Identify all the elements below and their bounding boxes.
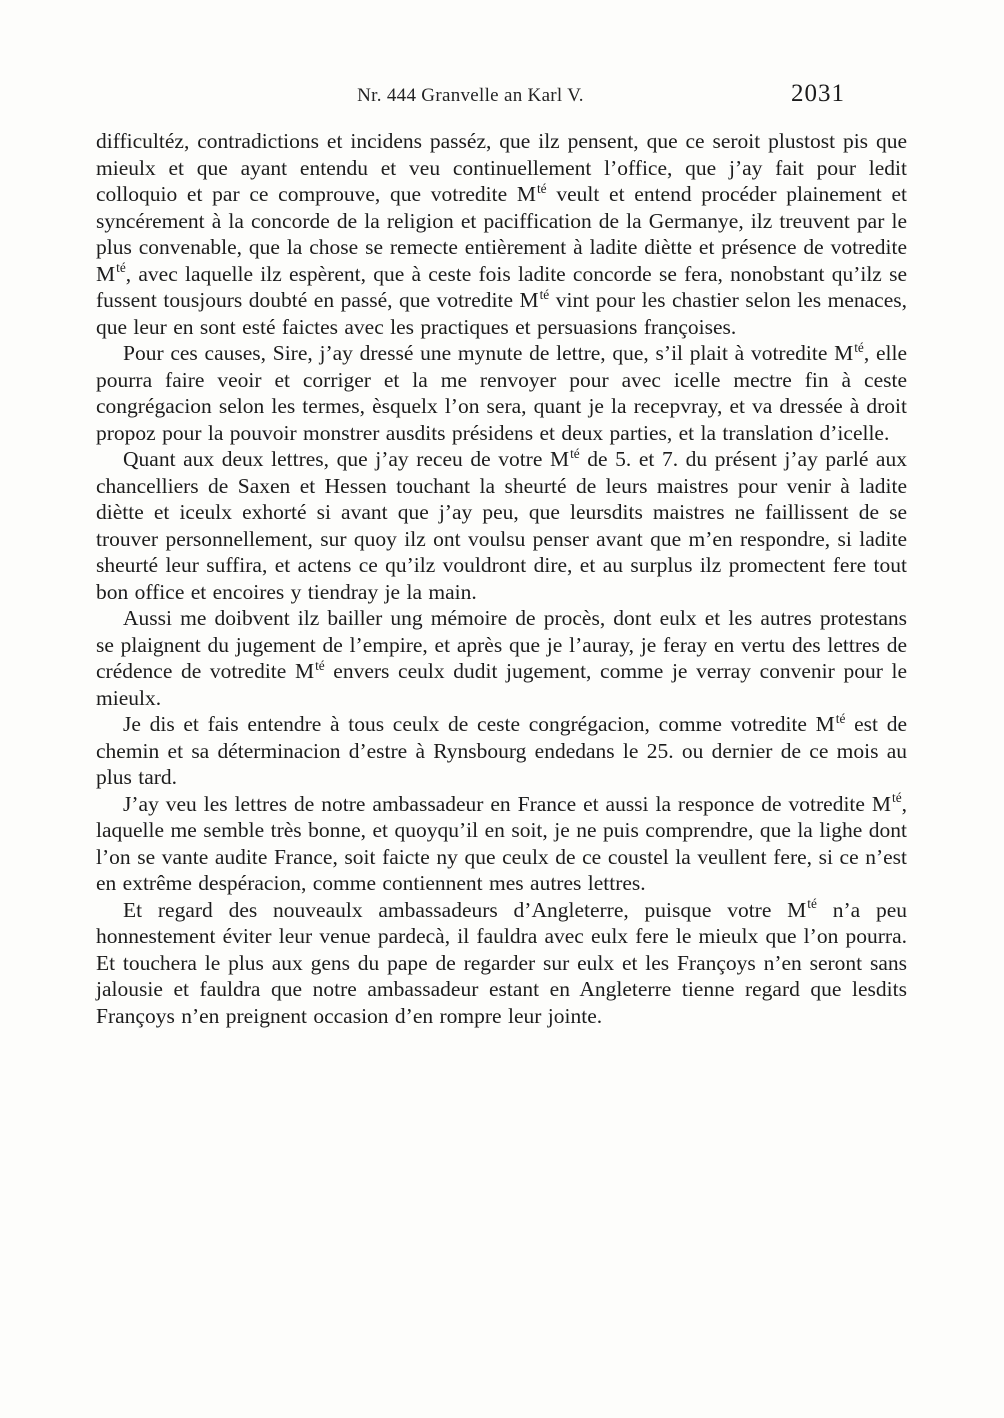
paragraph: Aussi me doibvent ilz bailler ung mémoire de procès, dont eulx et les autres protestans se plaignent du jugement de l’empire, et après que je l’auray, je feray en vertu des lettres de crédence de votredite $M^{té}$ envers ceulx dudit jugement, comme je verray convenir pour le mieulx. — [96, 606, 907, 710]
superscript-abbreviation: té — [854, 339, 864, 355]
superscript-abbreviation: té — [892, 790, 902, 806]
running-title: Nr. 444 Granvelle an Karl V. — [357, 85, 584, 106]
page-body — [96, 128, 907, 1029]
superscript-abbreviation: té — [539, 286, 550, 302]
superscript-abbreviation: té — [315, 657, 325, 673]
paragraph: Quant aux deux lettres, que j’ay receu de votre $M^{té}$ de 5. et 7. du présent j’ay parlé aux chancelliers de Saxen et Hessen touchant la sheurté de leurs maistres pour venir à ladite diètte et iceulx exhorté si avant que j’ay peu, que leursdits maistres ne faillissent de se trouver personnellement, sur quoy ilz ont voulsu penser avant que m’en respondre, si ladite sheurté leur suffira, et actens ce qu’ilz vouldront dire, et au surplus ilz promectent fere tout bon office et encoires y tiendray je la main. — [96, 445, 907, 604]
paragraph: Et regard des nouveaulx ambassadeurs d’Angleterre, puisque votre $M^{té}$ n’a peu honnestement éviter leur venue pardecà, il fauldra avec eulx fere le mieulx que l’on pourra. Et touchera le plus aux gens du pape de regarder sur eulx et les Françoys n’en seront sans jalousie et fauldra que notre ambassadeur estant en Angleterre tienne regard que lesdits Françoys n’en preignent occasion d’en rompre leur jointe. — [96, 896, 907, 1028]
superscript-abbreviation: té — [536, 180, 547, 196]
superscript-abbreviation: té — [570, 445, 580, 461]
paragraph: difficultéz, contradictions et incidens passéz, que ilz pensent, que ce seroit plustost pis que mieulx et que ayant entendu et veu continuellement l’office, que j’ay fait pour ledit colloquio et par ce comprouve, que votredite $M^{té}$ veult et entend procéder plainement et syncérement à la concorde de la religion et paciffication de la Germanye, ilz treuvent par le plus convenable, que la chose se remecte entièrement à ladite diètte et présence de votredite $M^{té}$, avec laquelle ilz espèrent, que à ceste fois ladite concorde se fera, nonobstant qu’ilz se fussent tousjours doubté en passé, que votredite $M^{té}$ vint pour les chastier selon les menaces, que leur en sont esté faictes avec les practiques et persuasions françoises. — [96, 129, 908, 339]
paragraph: Pour ces causes, Sire, j’ay dressé une mynute de lettre, que, s’il plait à votredite $M^{té}$, elle pourra faire veoir et corriger et la me renvoyer pour avec icelle mectre fin à ceste congrégacion selon les termes, èsquelx l’on sera, quant je la recepvray, et va dressée à droit propoz pour la pouvoir monstrer ausdits présidens et deux parties, et la translation d’icelle. — [96, 339, 907, 445]
superscript-abbreviation: té — [116, 260, 126, 276]
superscript-abbreviation: té — [835, 710, 846, 726]
superscript-abbreviation: té — [807, 896, 817, 912]
paragraph: J’ay veu les lettres de notre ambassadeur en France et aussi la responce de votredite $M^{té}$, laquelle me semble très bonne, et quoyqu’il en soit, je ne puis comprendre, que la lighe dont l’on se vante audite France, soit faicte ny que ceulx de ce coustel la veullent fere, si ce n’est en extrême despéracion, comme contiennent mes autres lettres. — [96, 790, 907, 895]
page-number: 2031 — [791, 80, 845, 107]
paragraph: Je dis et fais entendre à tous ceulx de ceste congrégacion, comme votredite $M^{té}$ est de chemin et sa déterminacion d’estre à Rynsbourg endedans le 25. ou dernier de ce mois au plus tard. — [96, 710, 907, 789]
page-header — [96, 80, 907, 114]
